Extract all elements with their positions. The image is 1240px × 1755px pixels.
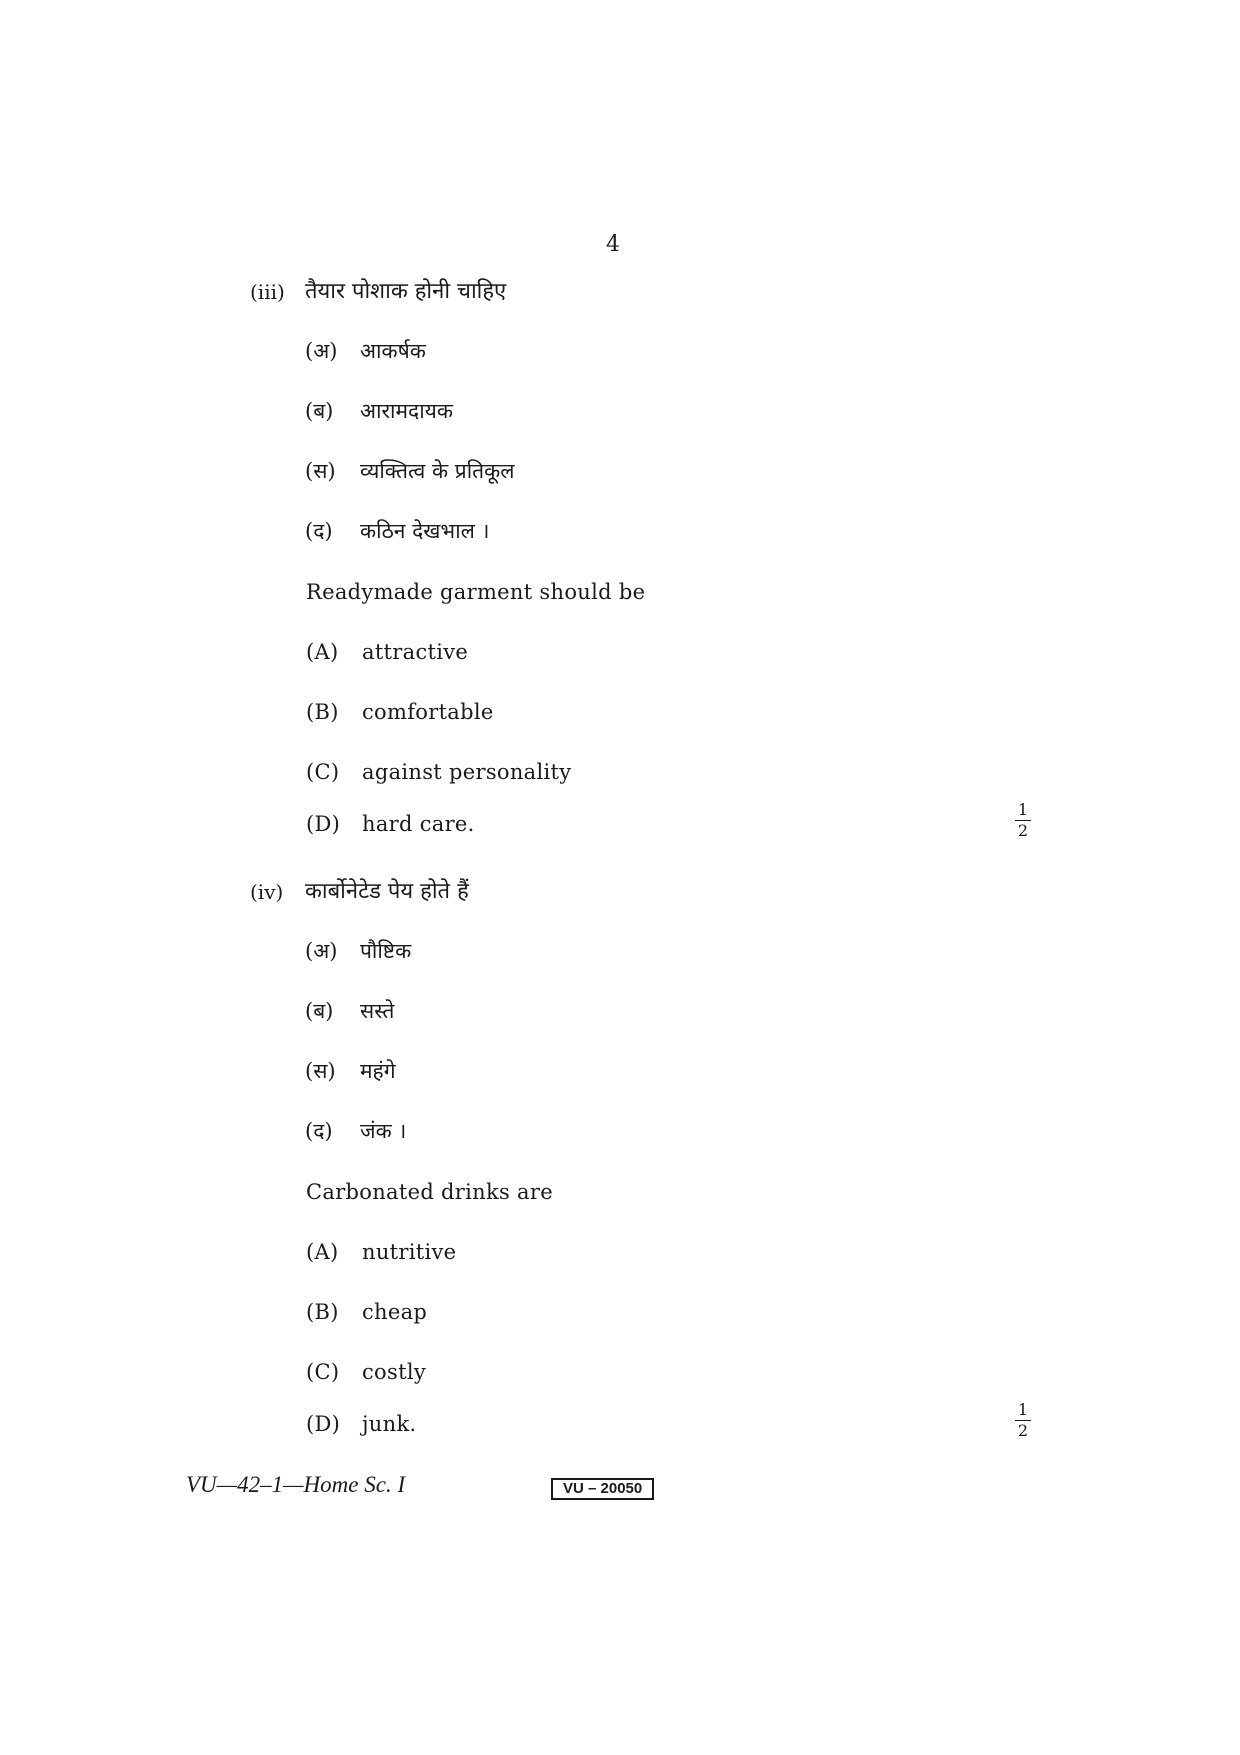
option-label: (ब) — [305, 399, 334, 423]
question-text-english: Readymade garment should be — [306, 580, 646, 604]
question-text-english: Carbonated drinks are — [306, 1180, 553, 1204]
option-text: महंगे — [360, 1059, 396, 1083]
marks-denominator: 2 — [1017, 821, 1029, 840]
paper-code-box: VU – 20050 — [551, 1478, 654, 1500]
option-text: आरामदायक — [360, 399, 453, 423]
option-label: (स) — [305, 459, 336, 483]
option-label: (ब) — [305, 999, 334, 1023]
option-label: (A) — [306, 1240, 339, 1264]
option-label: (अ) — [305, 339, 338, 363]
option-text: nutritive — [362, 1240, 457, 1264]
question-text-hindi: तैयार पोशाक होनी चाहिए — [305, 279, 507, 304]
option-text: hard care. — [362, 812, 475, 836]
option-text: costly — [362, 1360, 427, 1384]
option-text: attractive — [362, 640, 469, 664]
option-label: (स) — [305, 1059, 336, 1083]
option-label: (A) — [306, 640, 339, 664]
question-number: (iv) — [250, 880, 284, 904]
marks-numerator: 1 — [1017, 800, 1029, 819]
option-label: (द) — [305, 519, 333, 543]
option-text: कठिन देखभाल । — [360, 519, 490, 543]
option-text: सस्ते — [360, 999, 395, 1023]
marks-fraction — [1015, 1402, 1031, 1439]
option-label: (D) — [306, 812, 341, 836]
option-text: junk. — [362, 1412, 417, 1436]
question-number: (iii) — [250, 280, 285, 304]
option-label: (B) — [306, 1300, 339, 1324]
option-text: against personality — [362, 760, 572, 784]
marks-denominator: 2 — [1017, 1421, 1029, 1440]
page-number: 4 — [606, 232, 620, 257]
option-text: व्यक्तित्व के प्रतिकूल — [360, 459, 515, 483]
option-text: आकर्षक — [360, 339, 426, 363]
option-label: (C) — [306, 1360, 340, 1384]
option-text: cheap — [362, 1300, 428, 1324]
option-label: (D) — [306, 1412, 341, 1436]
paper-code: VU—42–1—Home Sc. I — [186, 1472, 406, 1497]
option-label: (द) — [305, 1119, 333, 1143]
option-text: जंक । — [360, 1119, 407, 1143]
option-text: comfortable — [362, 700, 494, 724]
option-text: पौष्टिक — [360, 939, 412, 963]
option-label: (C) — [306, 760, 340, 784]
marks-numerator: 1 — [1017, 1400, 1029, 1419]
marks-fraction — [1015, 802, 1031, 839]
question-text-hindi: कार्बोनेटेड पेय होते हैं — [305, 879, 469, 904]
option-label: (B) — [306, 700, 339, 724]
option-label: (अ) — [305, 939, 338, 963]
